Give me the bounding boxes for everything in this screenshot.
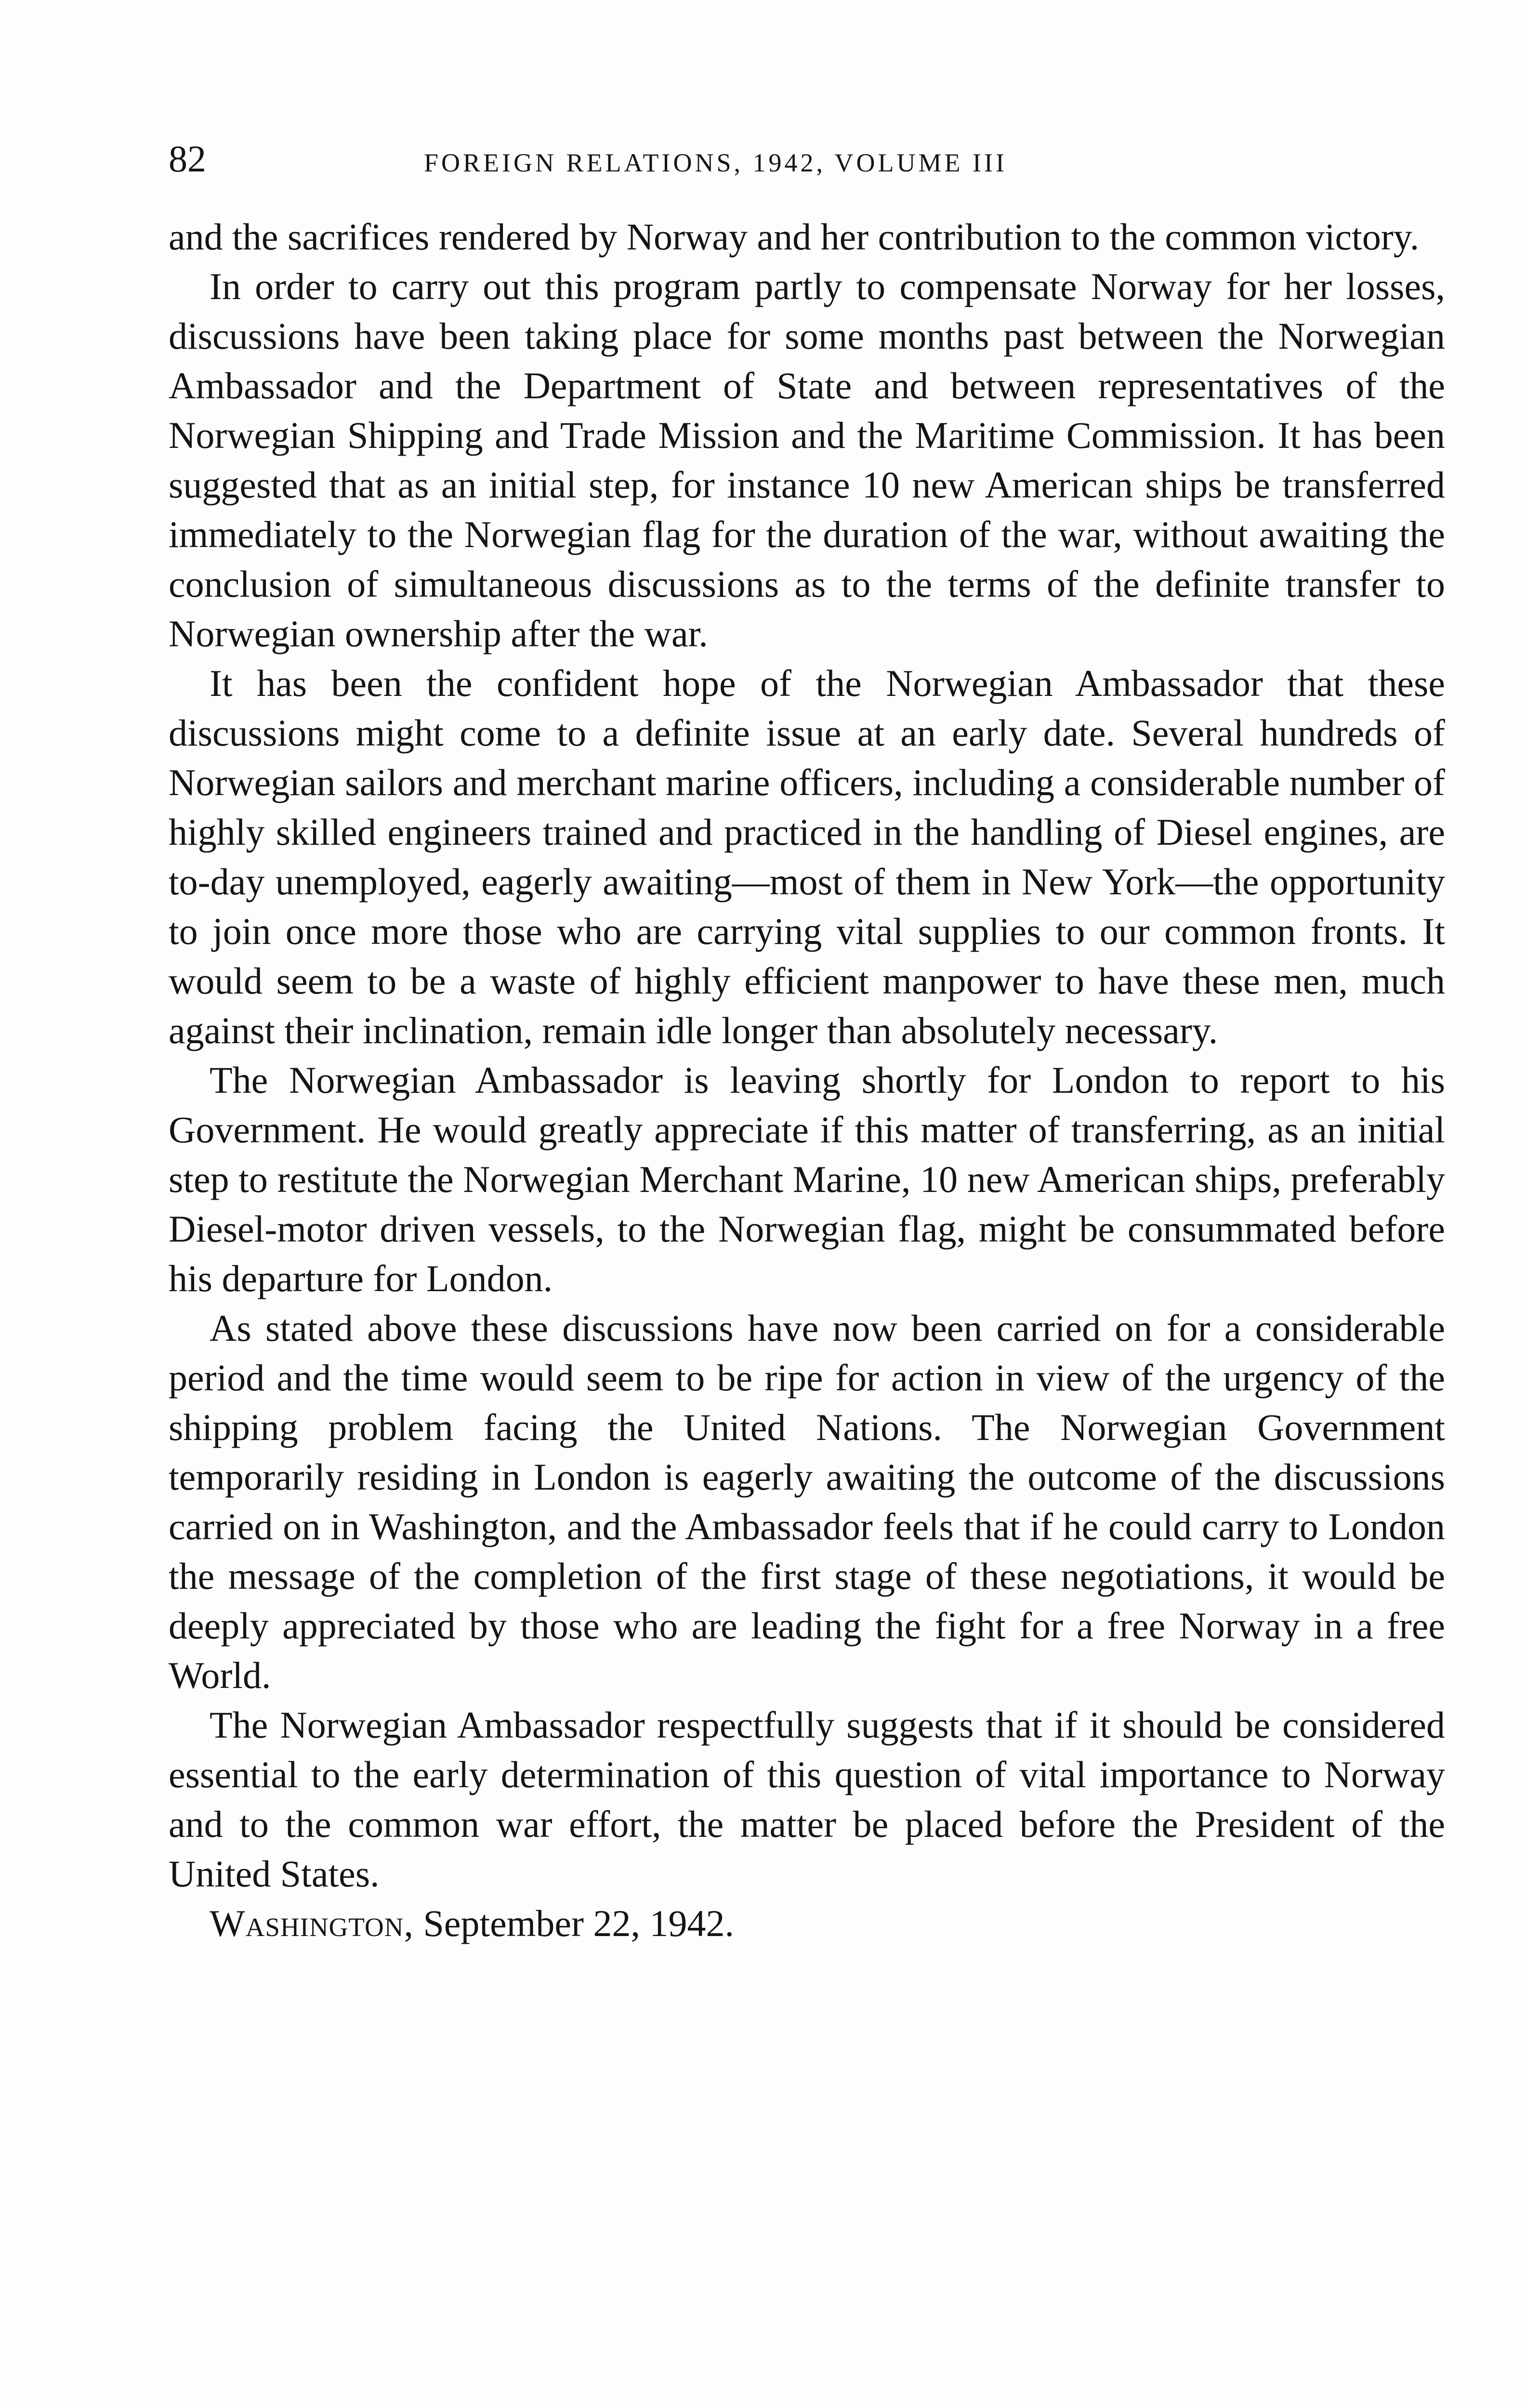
paragraph-leaving-london: The Norwegian Ambassador is leaving shortly for London to report to his Government. He would greatly appreciate if this matter of transferring, as an initial step to restitute the Norwegian Merchant Marine, 10 new American ships, preferably Diesel-motor driven vessels, to the Norwegian flag, might be consummated before his departure for London. xyxy=(169,1059,1445,1299)
paragraph-stated-above: As stated above these discussions have now been carried on for a considerable period and the time would seem to be ripe for action in view of the urgency of the shipping problem facing the United Nations. The Norwegian Government temporarily residing in London is eagerly awaiting the outcome of the discussions carried on in Washington, and the Ambassador feels that if he could carry to London the message of the completion of the first stage of these negotiations, it would be deeply appreciated by those who are leading the fight for a free Norway in a free World. xyxy=(169,1307,1445,1696)
paragraph-confident-hope: It has been the confident hope of the Norwegian Ambassador that these discussions might come to a definite issue at an early date. Several hundreds of Norwegian sailors and merchant marine officers, including a considerable number of highly skilled engineers trained and practiced in the handling of Diesel engines, are to-day unemployed, eagerly awaiting—most of them in New York—the opportunity to join once more those who are carrying vital supplies to our common fronts. It would seem to be a waste of highly efficient manpower to have these men, much against their inclination, remain idle longer than absolutely necessary. xyxy=(169,662,1445,1051)
page-number: 82 xyxy=(169,138,206,180)
body-text xyxy=(169,212,1445,1948)
paragraph-respectfully-suggests: The Norwegian Ambassador respectfully suggests that if it should be considered essential to the early determination of this question of vital importance to Norway and to the common war effort, the matter be placed before the President of the United States. xyxy=(169,1704,1445,1895)
running-title: FOREIGN RELATIONS, 1942, VOLUME III xyxy=(424,148,1007,177)
paragraph-continuation: and the sacrifices rendered by Norway and her contribution to the common victory. xyxy=(169,216,1420,258)
signature-place: Washington, xyxy=(210,1902,414,1944)
running-head xyxy=(169,135,1445,183)
signature-date: September 22, 1942. xyxy=(413,1902,735,1944)
signature-line xyxy=(169,1898,1445,1948)
paragraph-program: In order to carry out this program partly to compensate Norway for her losses, discussions have been taking place for some months past between the Norwegian Ambassador and the Department of State and between representatives of the Norwegian Shipping and Trade Mission and the Maritime Commission. It has been suggested that as an initial step, for instance 10 new American ships be transferred immediately to the Norwegian flag for the duration of the war, without awaiting the conclusion of simultaneous discussions as to the terms of the definite transfer to Norwegian ownership after the war. xyxy=(169,265,1445,654)
